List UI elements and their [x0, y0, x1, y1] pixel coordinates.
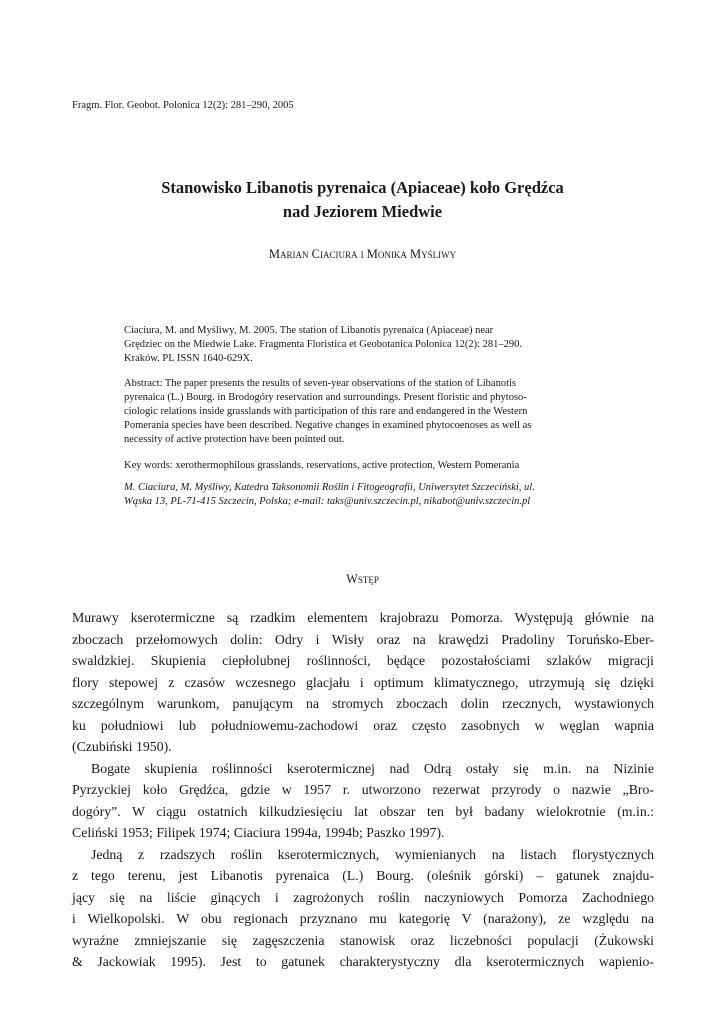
abstract	[124, 377, 604, 447]
keywords-line: Key words: xerothermophilous grasslands, reservations, active protection, Western Pomerania	[124, 460, 520, 471]
body-line: wyraźne zmniejszanie się zagęszczenia stanowisk oraz liczebności populacji (Żukowski	[72, 932, 654, 948]
body-line: szczególnym warunkom, panującym na stromych zboczach dolin rzecznych, wystawionych	[72, 696, 654, 711]
address-line: M. Ciaciura, M. Myśliwy, Katedra Taksonomii Roślin i Fitogeografii, Uniwersytet Szczeciński, ul.	[124, 482, 535, 493]
body-line: & Jackowiak 1995). Jest to gatunek charakterystyczny dla kserotermicznych wapienio-	[72, 954, 654, 969]
address-line: Wąska 13, PL-71-415 Szczecin, Polska; e-mail: taks@univ.szczecin.pl, nikabot@univ.szczecin.pl	[124, 496, 531, 507]
body-line: jący się na liście ginących i zagrożonych roślin naczyniowych Pomorza Zachodniego	[72, 889, 654, 905]
body-line: swaldzkiej. Skupienia ciepłolubnej roślinności, będące pozostałościami szlaków migracji	[72, 653, 654, 668]
body-line: i Wielkopolski. W obu regionach przyznano mu kategorię V (narażony), ze względu na	[72, 911, 654, 926]
citation-line: Kraków. PL ISSN 1640-629X.	[124, 353, 253, 364]
body-line: ku południowi lub południowemu-zachodowi oraz często zasobnych w węglan wapnia	[72, 717, 654, 733]
author-address	[124, 481, 604, 509]
section-heading: Wstęp	[346, 572, 379, 586]
title-line-1: Stanowisko Libanotis pyrenaica (Apiaceae) koło Grędźca	[161, 178, 564, 197]
abstract-line: necessity of active protection have been pointed out.	[124, 434, 345, 445]
citation-line: Ciaciura, M. and Myśliwy, M. 2005. The station of Libanotis pyrenaica (Apiaceae) near	[124, 325, 494, 336]
body-line: flory stepowej z czasów wczesnego glacjału i optimum klimatycznego, utrzymują się dzięki	[72, 674, 654, 690]
body-line: Bogate skupienia roślinności kserotermicznej nad Odrą ostały się m.in. na Nizinie	[91, 760, 654, 776]
abstract-line: Abstract: The paper presents the results of seven-year observations of the station of Libanotis	[124, 378, 516, 389]
body-line: z tego terenu, jest Libanotis pyrenaica (L.) Bourg. (oleśnik górski) – gatunek znajdu-	[72, 868, 654, 883]
abstract-line: pyrenaica (L.) Bourg. in Brodogóry reservation and surroundings. Present floristic and phytoso-	[124, 392, 527, 403]
keywords	[124, 459, 604, 473]
body-line: Murawy kserotermiczne są rzadkim elementem krajobrazu Pomorza. Występują głównie na	[72, 610, 654, 625]
body-line: zboczach przełomowych dolin: Odry i Wisły oraz na krawędzi Pradoliny Toruńsko-Eber-	[72, 631, 654, 647]
citation-line: Grędziec on the Miedwie Lake. Fragmenta Floristica et Geobotanica Polonica 12(2): 281–290.	[124, 339, 523, 350]
body-line: Pyrzyckiej koło Grędźca, gdzie w 1957 r. utworzono rezerwat przyrody o nazwie „Bro-	[72, 782, 654, 797]
body-line: Jedną z rzadszych roślin kserotermicznych, wymienianych na listach florystycznych	[91, 846, 654, 862]
authors: Marian Ciaciura i Monika Myśliwy	[268, 247, 457, 261]
body-line: (Czubiński 1950).	[72, 739, 172, 754]
abstract-line: ciologic relations inside grasslands with participation of this rare and endangered in the Western	[124, 406, 528, 417]
body-text	[72, 607, 654, 973]
title-line-2: nad Jeziorem Miedwie	[282, 202, 443, 221]
journal-reference: Fragm. Flor. Geobot. Polonica 12(2): 281–290, 2005	[72, 100, 294, 111]
body-line: Celiński 1953; Filipek 1974; Ciaciura 1994a, 1994b; Paszko 1997).	[72, 825, 445, 840]
paper-title	[72, 176, 653, 224]
abstract-line: Pomerania species have been described. Negative changes in examined phytocoenoses as well as	[124, 420, 532, 431]
citation	[124, 324, 604, 366]
body-line: dogóry”. W ciągu ostatnich kilkudziesięciu lat obszar ten był badany wielokrotnie (m.in.:	[72, 803, 654, 819]
